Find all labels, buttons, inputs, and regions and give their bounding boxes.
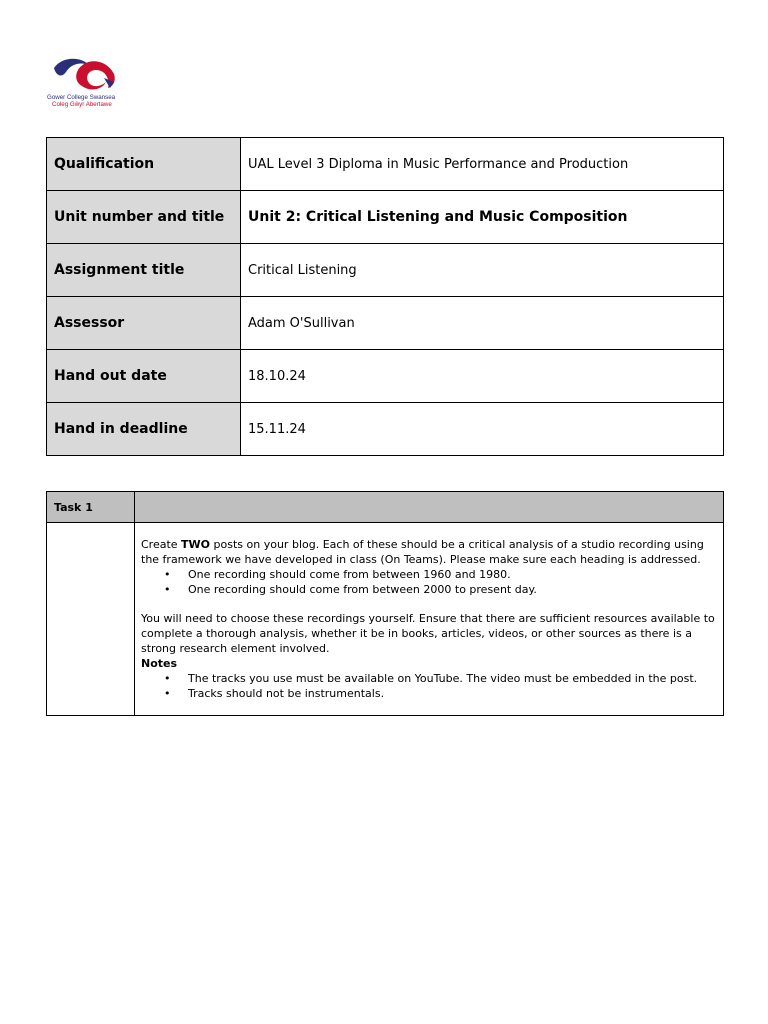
task-intro-pre: Create: [141, 538, 182, 551]
task-header-row: [47, 492, 724, 523]
task-description: [135, 523, 724, 716]
info-value: UAL Level 3 Diploma in Music Performance and Production: [241, 138, 724, 191]
list-item: • One recording should come from between 1960 and 1980.: [188, 567, 717, 582]
info-label: Unit number and title: [47, 191, 241, 244]
info-value: Unit 2: Critical Listening and Music Composition: [241, 191, 724, 244]
task-research-paragraph: You will need to choose these recordings yourself. Ensure that there are sufficient resources available to complete a thorough analysis, whether it be in books, articles, videos, or other sources as there is a strong research element involved.: [141, 612, 715, 655]
info-value: Critical Listening: [241, 244, 724, 297]
info-row: [47, 244, 724, 297]
college-logo: [44, 52, 124, 110]
task-intro-post: posts on your blog. Each of these should be a critical analysis of a studio recording using the framework we have developed in class (On Teams). Please make sure each heading is addressed.: [141, 538, 704, 566]
info-row: [47, 191, 724, 244]
info-label: Assignment title: [47, 244, 241, 297]
task-body-blank: [47, 523, 135, 716]
info-value: 18.10.24: [241, 350, 724, 403]
list-item: • Tracks should not be instrumentals.: [188, 686, 717, 701]
info-value: Adam O'Sullivan: [241, 297, 724, 350]
info-row: [47, 138, 724, 191]
task-table: [46, 491, 724, 716]
info-row: [47, 403, 724, 456]
recording-requirements-list: [141, 567, 717, 597]
task-number: Task 1: [47, 492, 135, 523]
info-label: Hand in deadline: [47, 403, 241, 456]
logo-text-welsh: Coleg Gŵyr Abertawe: [52, 101, 112, 108]
assignment-info-table: [46, 137, 724, 456]
notes-heading-text: Notes: [141, 657, 178, 670]
task-intro: [141, 537, 717, 567]
info-value: 15.11.24: [241, 403, 724, 456]
info-row: [47, 297, 724, 350]
task-header-blank: [135, 492, 724, 523]
notes-list: [141, 671, 717, 701]
info-row: [47, 350, 724, 403]
task-body-row: [47, 523, 724, 716]
list-item: • One recording should come from between 2000 to present day.: [188, 582, 717, 597]
logo-swoosh-icon: [44, 52, 124, 96]
logo-text-english: Gower College Swansea: [47, 94, 116, 101]
list-item: • The tracks you use must be available on YouTube. The video must be embedded in the post.: [188, 671, 717, 686]
info-label: Qualification: [47, 138, 241, 191]
task-intro-bold: TWO: [181, 538, 211, 551]
info-label: Hand out date: [47, 350, 241, 403]
notes-heading: [141, 656, 717, 671]
info-label: Assessor: [47, 297, 241, 350]
